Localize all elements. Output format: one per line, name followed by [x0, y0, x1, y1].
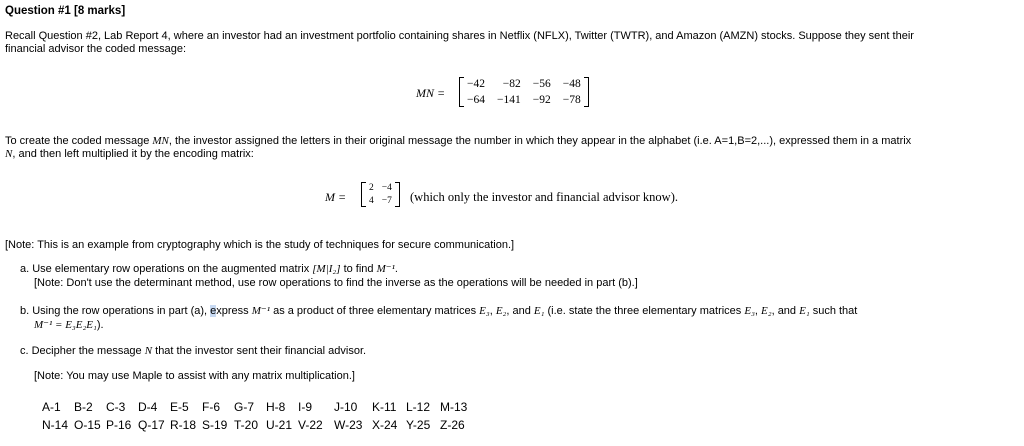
text: .: [394, 263, 398, 275]
alphabet-entry: U-21: [266, 418, 293, 432]
alphabet-entry: K-11: [372, 400, 397, 414]
intro-line-1: Recall Question #2, Lab Report 4, where an investor had an investment portfolio containing shares in Netflix (NFLX), Twitter (TWTR), and Amazon (AMZN) stocks. Suppose they sent their: [5, 30, 914, 42]
text: ,: [489, 305, 496, 317]
alphabet-entry: L-12: [406, 400, 431, 414]
text: c. Decipher the message: [20, 345, 145, 357]
mn-cell: −48: [562, 78, 581, 90]
math-e1: E₁: [533, 305, 545, 317]
text: such that: [809, 305, 858, 317]
alphabet-entry: M-13: [440, 400, 468, 414]
create-line-1: [5, 134, 911, 148]
alphabet-entry: T-20: [234, 418, 259, 432]
math-mn: MN: [152, 135, 169, 147]
alphabet-entry: Z-26: [440, 418, 465, 432]
right-bracket: [395, 182, 400, 207]
note-maple: [Note: You may use Maple to assist with any matrix multiplication.]: [34, 370, 355, 382]
text: that the investor sent their financial advisor.: [152, 345, 367, 357]
text: , and: [771, 305, 800, 317]
math-e3: E₃: [744, 305, 755, 317]
text: xpress: [216, 305, 252, 317]
m-cell: 4: [369, 196, 374, 206]
alphabet-entry: F-6: [202, 400, 220, 414]
math-m-inverse: M⁻¹: [376, 263, 395, 275]
math-product: M⁻¹ = E₃E₂E₁: [34, 319, 97, 331]
alphabet-entry: R-18: [170, 418, 197, 432]
mn-cell: −141: [497, 94, 521, 106]
math-m-inverse: M⁻¹: [251, 305, 271, 317]
alphabet-entry: O-15: [74, 418, 101, 432]
alphabet-entry: G-7: [234, 400, 255, 414]
part-b-line-2: [34, 318, 104, 332]
math-n: N: [144, 345, 153, 357]
alphabet-entry: S-19: [202, 418, 228, 432]
mn-cell: −42: [467, 78, 485, 90]
m-matrix: [361, 182, 400, 207]
math-n: N: [5, 148, 13, 160]
alphabet-entry: C-3: [106, 400, 126, 414]
text-cursor-highlight: e: [210, 305, 217, 317]
text: To create the coded message: [5, 135, 153, 147]
text: ,: [754, 305, 762, 317]
mn-cell: −78: [562, 94, 581, 106]
mn-cell: −56: [532, 78, 551, 90]
m-cell: −7: [381, 196, 392, 206]
part-a-note: [Note: Don't use the determinant method, use row operations to find the inverse as the operations will be needed in part (b).]: [34, 277, 638, 289]
alphabet-entry: Q-17: [138, 418, 165, 432]
intro-line-2: financial advisor the coded message:: [5, 43, 186, 55]
math-e3: E₃: [479, 305, 490, 317]
m-label: M =: [325, 190, 347, 204]
alphabet-entry: J-10: [334, 400, 358, 414]
mn-cell: −82: [502, 78, 521, 90]
text: as a product of three elementary matrices: [270, 305, 480, 317]
part-b-line-1: [20, 304, 857, 318]
alphabet-entry: N-14: [42, 418, 69, 432]
mn-cell: −92: [532, 94, 551, 106]
alphabet-entry: D-4: [138, 400, 158, 414]
math-e2: E₂: [761, 305, 772, 317]
math-e2: E₂: [495, 305, 507, 317]
math-e1: E₁: [799, 305, 810, 317]
alphabet-entry: W-23: [334, 418, 363, 432]
alphabet-row-2: [42, 418, 474, 432]
m-cell: −4: [381, 183, 392, 193]
question-title: Question #1 [8 marks]: [5, 5, 126, 17]
alphabet-entry: H-8: [266, 400, 286, 414]
mn-cell: −64: [467, 94, 485, 106]
alphabet-entry: E-5: [170, 400, 189, 414]
text: , the investor assigned the letters in their original message the number in which they appear in the alphabet (i.e. A=1,B=2,...), expressed them in a matrix: [168, 135, 912, 147]
text: to find: [340, 263, 377, 275]
part-a: [20, 262, 398, 276]
alphabet-entry: V-22: [298, 418, 323, 432]
alphabet-entry: A-1: [42, 400, 61, 414]
note-cryptography: [Note: This is an example from cryptography which is the study of techniques for secure communication.]: [5, 239, 515, 251]
alphabet-entry: B-2: [74, 400, 93, 414]
text: ).: [96, 319, 104, 331]
m-note: (which only the investor and financial advisor know).: [410, 190, 678, 204]
mn-label: MN =: [416, 86, 446, 100]
text: b. Using the row operations in part (a),: [20, 305, 211, 317]
alphabet-entry: Y-25: [406, 418, 431, 432]
alphabet-entry: X-24: [372, 418, 398, 432]
part-c: [20, 344, 366, 358]
alphabet-entry: I-9: [298, 400, 313, 414]
mn-matrix: [459, 77, 589, 107]
alphabet-entry: P-16: [106, 418, 132, 432]
text: , and: [506, 305, 534, 317]
text: , and then left multiplied it by the encoding matrix:: [12, 148, 254, 160]
text: (i.e. state the three elementary matrices: [544, 305, 745, 317]
text: a. Use elementary row operations on the augmented matrix: [20, 263, 313, 275]
right-bracket: [584, 77, 589, 107]
math-augmented: [M|I₂]: [312, 263, 341, 275]
alphabet-row-1: [42, 400, 474, 414]
m-cell: 2: [369, 183, 374, 193]
create-line-2: [5, 147, 254, 161]
